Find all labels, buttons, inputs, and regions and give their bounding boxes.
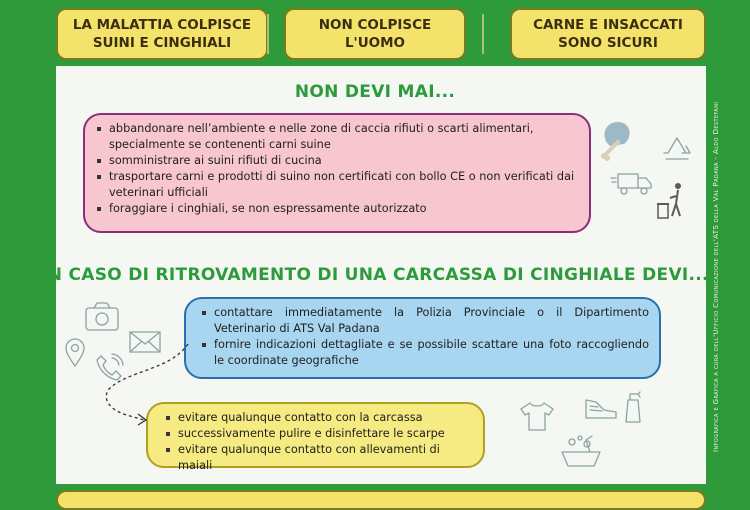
recycle-icon: [660, 135, 694, 165]
list-item: successivamente pulire e disinfettare le scarpe: [158, 426, 473, 442]
location-pin-icon: [64, 338, 86, 368]
washing-basin-icon: [556, 432, 606, 470]
pill-line: SONO SICURI: [558, 35, 658, 51]
never-do-box: [83, 113, 591, 233]
pill-line: NON COLPISCE: [318, 17, 432, 33]
list-item: foraggiare i cinghiali, se non espressamente autorizzato: [89, 201, 579, 217]
spray-bottle-icon: [622, 388, 644, 424]
divider: [267, 14, 269, 54]
list-item: abbandonare nell’ambiente e nelle zone di caccia rifiuti o scarti alimentari, specialmente se contenenti carni suine: [89, 121, 579, 153]
trash-bin-person-icon: [654, 180, 688, 224]
list-item: evitare qualunque contatto con la carcassa: [158, 410, 473, 426]
chicken-leg-icon: [596, 116, 640, 162]
bottom-pill: [56, 490, 706, 510]
divider: [482, 14, 484, 54]
phone-icon: [95, 352, 125, 382]
side-credit: Infografica e Grafica a cura dell'Ufficio Comunicazione dell'ATS della Val Padana - Aldo Destefani: [712, 101, 720, 452]
list-item: somministrare ai suini rifiuti di cucina: [89, 153, 579, 169]
pill-not-human: [284, 8, 466, 60]
contact-box: [184, 297, 661, 379]
tshirt-icon: [518, 400, 556, 432]
pill-line: L'UOMO: [344, 35, 406, 51]
list-item: contattare immediatamente la Polizia Provinciale o il Dipartimento Veterinario di ATS Val Padana: [194, 305, 649, 337]
list-item: trasportare carni e prodotti di suino non certificati con bollo CE o non verificati dai veterinari ufficiali: [89, 169, 579, 201]
pill-line: LA MALATTIA COLPISCE: [72, 17, 252, 33]
heading-carcass-found: IN CASO DI RITROVAMENTO DI UNA CARCASSA DI CINGHIALE DEVI...: [41, 265, 709, 285]
delivery-truck-icon: [610, 170, 654, 196]
pill-disease-affects: [56, 8, 268, 60]
list-item: evitare qualunque contatto con allevamenti di maiali: [158, 442, 473, 474]
list-item: fornire indicazioni dettagliate e se possibile scattare una foto raccogliendo le coordinate geografiche: [194, 337, 649, 369]
camera-icon: [80, 300, 126, 334]
pill-line: CARNE E INSACCATI: [533, 17, 683, 33]
heading-never-do: NON DEVI MAI...: [294, 82, 456, 102]
shoes-icon: [582, 392, 622, 422]
pill-line: SUINI E CINGHIALI: [92, 35, 232, 51]
pill-meat-safe: [510, 8, 706, 60]
envelope-icon: [128, 330, 162, 354]
